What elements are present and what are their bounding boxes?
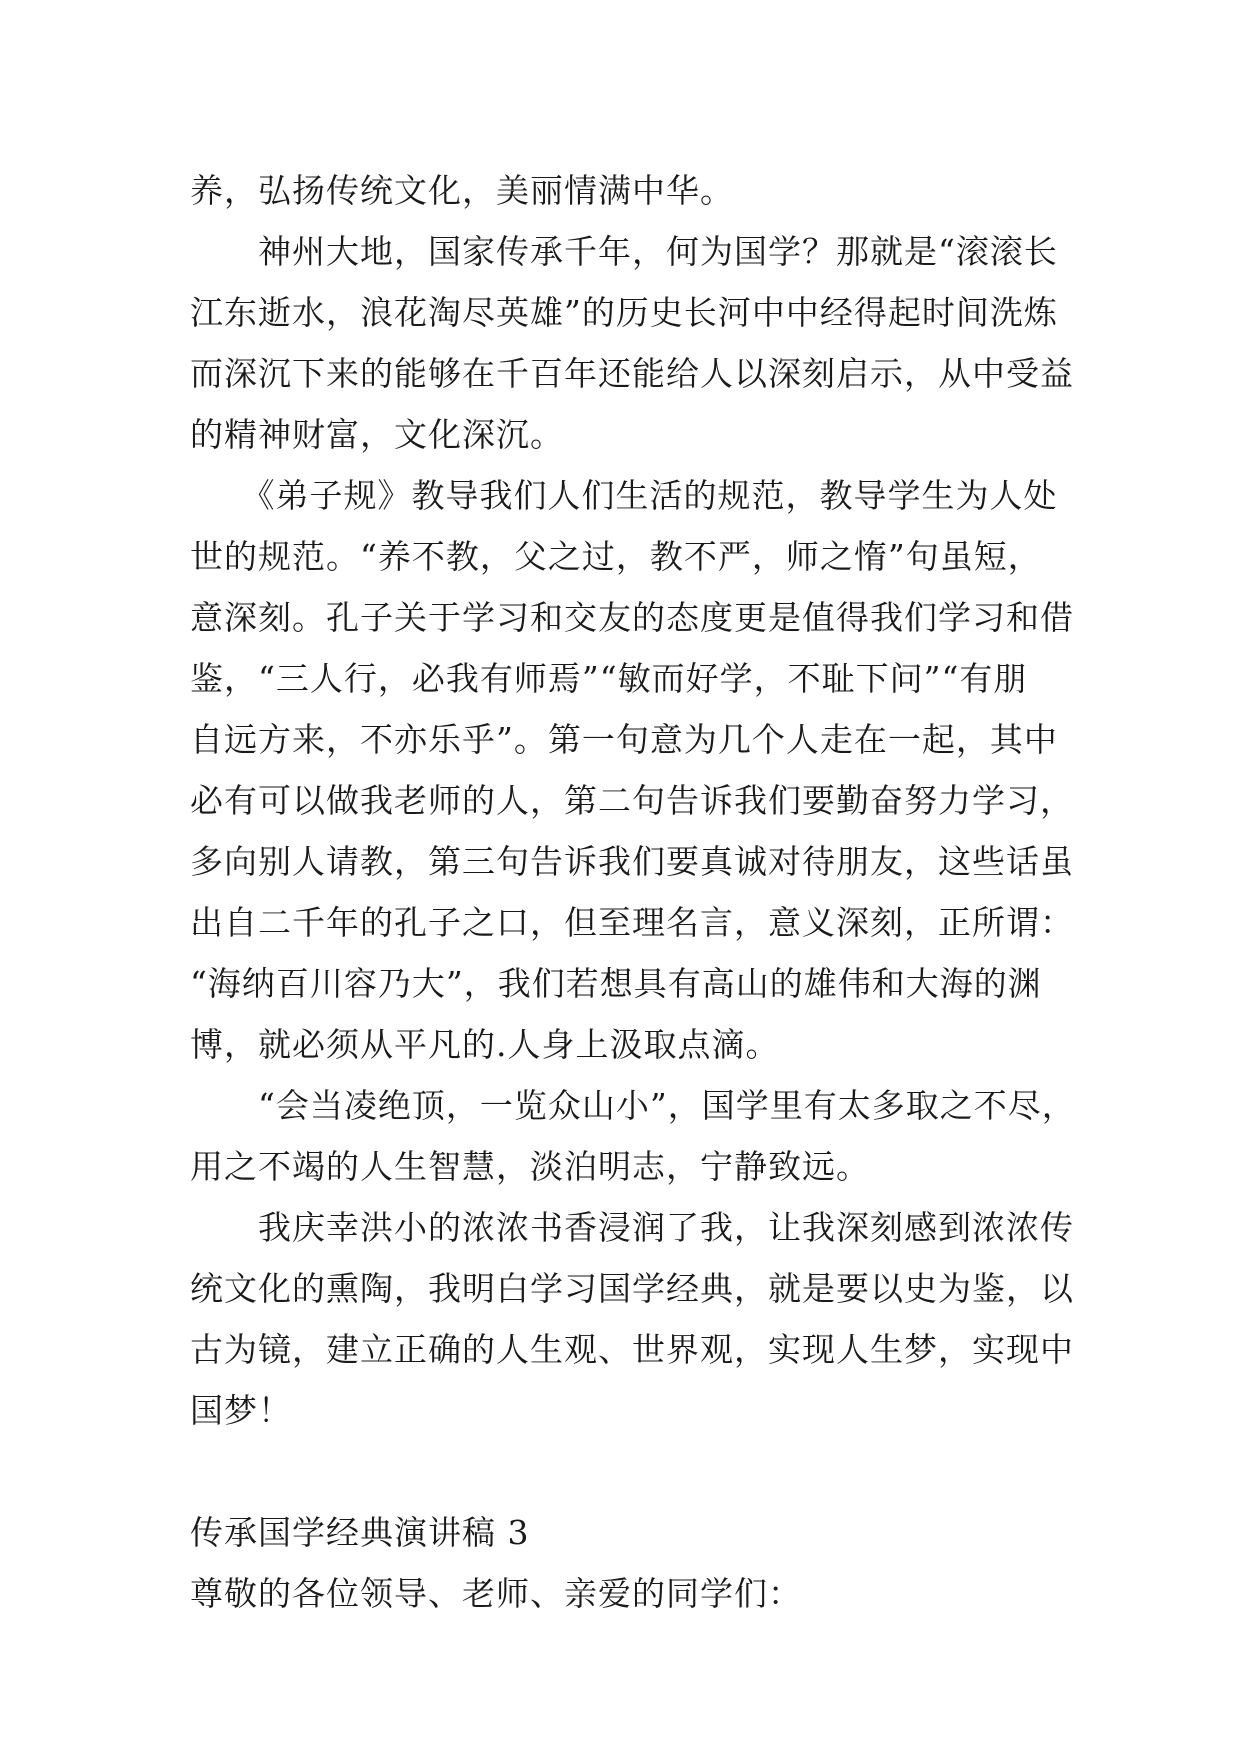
body-line: “海纳百川容乃大”，我们若想具有高山的雄伟和大海的渊 — [190, 964, 1042, 1003]
body-line: 统文化的熏陶，我明白学习国学经典，就是要以史为鉴，以 — [190, 1269, 1074, 1308]
body-line: 必有可以做我老师的人，第二句告诉我们要勤奋努力学习， — [190, 781, 1074, 820]
paragraph-gap — [190, 1441, 1070, 1502]
body-line: 我庆幸洪小的浓浓书香浸润了我，让我深刻感到浓浓传 — [190, 1208, 1074, 1247]
body-line: “会当凌绝顶，一览众山小”，国学里有太多取之不尽， — [190, 1086, 1076, 1125]
body-line: 养，弘扬传统文化，美丽情满中华。 — [190, 171, 734, 210]
body-line: 博，就必须从平凡的.人身上汲取点滴。 — [190, 1025, 780, 1064]
body-line: 《弟子规》教导我们人们生活的规范，教导学生为人处 — [190, 476, 1058, 515]
salutation: 尊敬的各位领导、老师、亲爱的同学们： — [190, 1574, 802, 1613]
body-line: 的精神财富，文化深沉。 — [190, 415, 564, 454]
body-line: 自远方来，不亦乐乎”。第一句意为几个人走在一起，其中 — [190, 720, 1058, 759]
body-line: 世的规范。“养不教，父之过，教不严，师之惰”句虽短， — [190, 537, 1042, 576]
body-line: 出自二千年的孔子之口，但至理名言，意义深刻，正所谓： — [190, 903, 1074, 942]
body-line: 鉴，“三人行，必我有师焉”“敏而好学，不耻下问”“有朋 — [190, 659, 1028, 698]
body-line: 神州大地，国家传承千年，何为国学？那就是“滚滚长 — [190, 232, 1058, 271]
body-line: 意深刻。孔子关于学习和交友的态度更是值得我们学习和借 — [190, 598, 1074, 637]
body-line: 多向别人请教，第三句告诉我们要真诚对待朋友，这些话虽 — [190, 842, 1074, 881]
body-line: 国梦！ — [190, 1391, 292, 1430]
body-line: 古为镜，建立正确的人生观、世界观，实现人生梦，实现中 — [190, 1330, 1074, 1369]
body-line: 用之不竭的人生智慧，淡泊明志，宁静致远。 — [190, 1147, 870, 1186]
document-body — [190, 160, 1076, 1624]
section-title: 传承国学经典演讲稿 3 — [190, 1513, 530, 1552]
body-line: 江东逝水，浪花淘尽英雄”的历史长河中中经得起时间洗炼 — [190, 293, 1058, 332]
body-line: 而深沉下来的能够在千百年还能给人以深刻启示，从中受益 — [190, 354, 1074, 393]
